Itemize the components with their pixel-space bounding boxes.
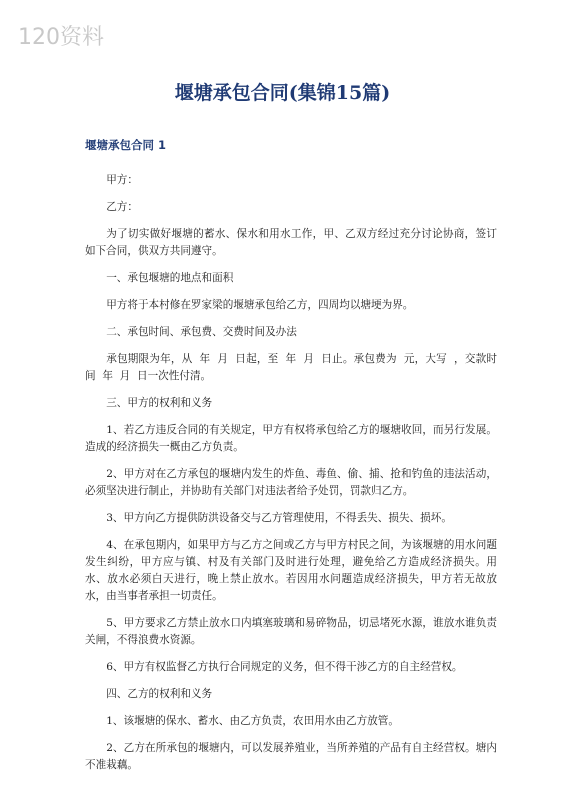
heading-location-area: 一、承包堰塘的地点和面积 bbox=[106, 272, 234, 284]
paragraph-party-b: 乙方： bbox=[106, 201, 138, 213]
paragraph-b-clause-2: 2、乙方在所承包的堰塘内，可以发展养殖业，当所养殖的产品有自主经营权。塘内不准栽藕。 bbox=[85, 742, 497, 771]
paragraph-intro: 为了切实做好堰塘的蓄水、保水和用水工作，甲、乙双方经过充分讨论协商，签订如下合同，供双方共同遵守。 bbox=[85, 228, 497, 257]
section-title: 堰塘承包合同 1 bbox=[85, 138, 167, 152]
heading-term-fee: 二、承包时间、承包费、交费时间及办法 bbox=[106, 326, 297, 338]
watermark-logo: 120资料 bbox=[18, 25, 104, 50]
document-title: 堰塘承包合同(集锦15篇) bbox=[174, 82, 391, 104]
paragraph-b-clause-1: 1、该堰塘的保水、蓄水、由乙方负责，农田用水由乙方放管。 bbox=[106, 715, 399, 727]
document-body bbox=[85, 172, 497, 784]
paragraph-a-clause-3: 3、甲方向乙方提供防洪设备交与乙方管理使用，不得丢失、损失、损坏。 bbox=[106, 512, 452, 524]
paragraph-a-clause-1: 1、若乙方违反合同的有关规定，甲方有权将承包给乙方的堰塘收回，而另行发展。造成的经济损失一概由乙方负责。 bbox=[85, 424, 497, 453]
paragraph-a-clause-6: 6、甲方有权监督乙方执行合同规定的义务，但不得干涉乙方的自主经营权。 bbox=[106, 661, 463, 673]
paragraph-party-a: 甲方： bbox=[106, 174, 138, 186]
heading-party-b-rights: 四、乙方的权利和义务 bbox=[106, 688, 213, 700]
paragraph-a-clause-5: 5、甲方要求乙方禁止放水口内填塞玻璃和易碎物品，切忌堵死水源，谁放水谁负责关闸，不得浪费水资源。 bbox=[85, 617, 497, 646]
paragraph-a-clause-4: 4、在承包期内，如果甲方与乙方之间或乙方与甲方村民之间，为该堰塘的用水问题发生纠纷，甲方应与镇、村及有关部门及时进行处理，避免给乙方造成经济损失。用水、放水必须白天进行，晚上禁止放水。若因用水问题造成经济损失，甲方若无故放水，由当事者承担一切责任。 bbox=[85, 539, 497, 602]
paragraph-location: 甲方将于本村修在罗家梁的堰塘承包给乙方，四周均以塘埂为界。 bbox=[106, 299, 414, 311]
paragraph-a-clause-2: 2、甲方对在乙方承包的堰塘内发生的炸鱼、毒鱼、偷、捕、抢和钓鱼的违法活动，必须坚决进行制止，并协助有关部门对违法者给予处罚，罚款归乙方。 bbox=[85, 468, 497, 497]
paragraph-term-fee: 承包期限为年，从 年 月 日起，至 年 月 日止。承包费为 元，大写 ，交款时间 年 月 日一次性付清。 bbox=[85, 353, 497, 382]
heading-party-a-rights: 三、甲方的权利和义务 bbox=[106, 397, 213, 409]
